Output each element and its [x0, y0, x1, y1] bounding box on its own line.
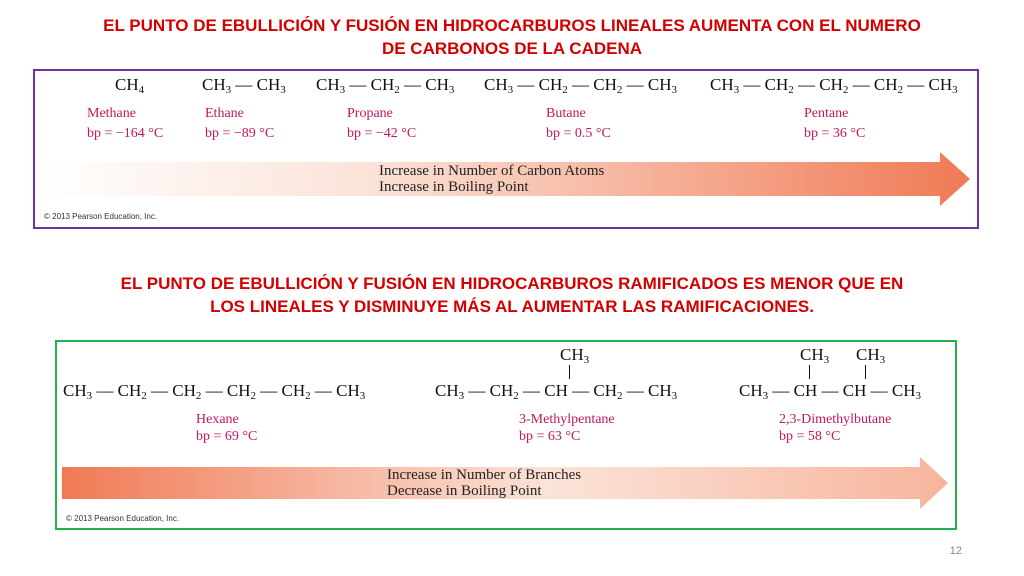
- dimethylbutane-name: 2,3-Dimethylbutane: [779, 412, 892, 427]
- pentane-name: Pentane: [804, 106, 849, 121]
- branch-bond-3mp: [569, 365, 570, 379]
- methane-formula: $CH_4$: [115, 75, 145, 96]
- heading-linear-line1: EL PUNTO DE EBULLICIÓN Y FUSIÓN EN HIDROCARBUROS LINEALES AUMENTA CON EL NUMERO: [103, 16, 921, 35]
- heading-branched-line2: LOS LINEALES Y DISMINUYE MÁS AL AUMENTAR LAS RAMIFICACIONES.: [210, 297, 814, 316]
- methylpentane-name: 3-Methylpentane: [519, 412, 615, 427]
- methylpentane-formula: $CH_3$ — $CH_2$ — CH — $CH_2$ — $CH_3$: [435, 381, 678, 402]
- methyl-branch-3mp: $CH_3$: [560, 345, 590, 366]
- branch-bond-3: [865, 365, 866, 379]
- hexane-name: Hexane: [196, 412, 239, 427]
- butane-name: Butane: [546, 106, 586, 121]
- ethane-name: Ethane: [205, 106, 244, 121]
- branch-bond-2: [809, 365, 810, 379]
- arrow-text-branches: Increase in Number of Branches: [387, 467, 582, 483]
- ethane-bp: bp = −89 °C: [205, 126, 275, 141]
- ethane-formula: $CH_3$ — $CH_3$: [202, 75, 286, 96]
- pentane-bp: bp = 36 °C: [804, 126, 866, 141]
- heading-branched: [60, 272, 964, 318]
- hexane-formula: $CH_3$ — $CH_2$ — $CH_2$ — $CH_2$ — $CH_2$ — $CH_3$: [63, 381, 366, 402]
- methyl-branch-2: $CH_3$: [800, 345, 830, 366]
- copyright-1: © 2013 Pearson Education, Inc.: [44, 212, 158, 221]
- methylpentane-bp: bp = 63 °C: [519, 429, 581, 444]
- hexane-bp: bp = 69 °C: [196, 429, 258, 444]
- methane-bp: bp = −164 °C: [87, 126, 164, 141]
- dimethylbutane-formula: $CH_3$ — CH — CH — $CH_3$: [739, 381, 921, 402]
- heading-linear: [60, 14, 964, 60]
- butane-formula: $CH_3$ — $CH_2$ — $CH_2$ — $CH_3$: [484, 75, 677, 96]
- pentane-formula: $CH_3$ — $CH_2$ — $CH_2$ — $CH_2$ — $CH_3$: [710, 75, 958, 96]
- methane-name: Methane: [87, 106, 136, 121]
- butane-bp: bp = 0.5 °C: [546, 126, 611, 141]
- slide-number: 12: [949, 545, 962, 557]
- dimethylbutane-bp: bp = 58 °C: [779, 429, 841, 444]
- copyright-2: © 2013 Pearson Education, Inc.: [66, 514, 180, 523]
- arrow-text-carbons: Increase in Number of Carbon Atoms: [379, 163, 605, 179]
- heading-branched-line1: EL PUNTO DE EBULLICIÓN Y FUSIÓN EN HIDROCARBUROS RAMIFICADOS ES MENOR QUE EN: [120, 274, 904, 293]
- propane-bp: bp = −42 °C: [347, 126, 417, 141]
- arrow-text-bp-decrease: Decrease in Boiling Point: [387, 483, 542, 499]
- propane-formula: $CH_3$ — $CH_2$ — $CH_3$: [316, 75, 455, 96]
- propane-name: Propane: [347, 106, 393, 121]
- methyl-branch-3: $CH_3$: [856, 345, 886, 366]
- arrow-text-bp-increase: Increase in Boiling Point: [379, 179, 529, 195]
- heading-linear-line2: DE CARBONOS DE LA CADENA: [381, 39, 643, 58]
